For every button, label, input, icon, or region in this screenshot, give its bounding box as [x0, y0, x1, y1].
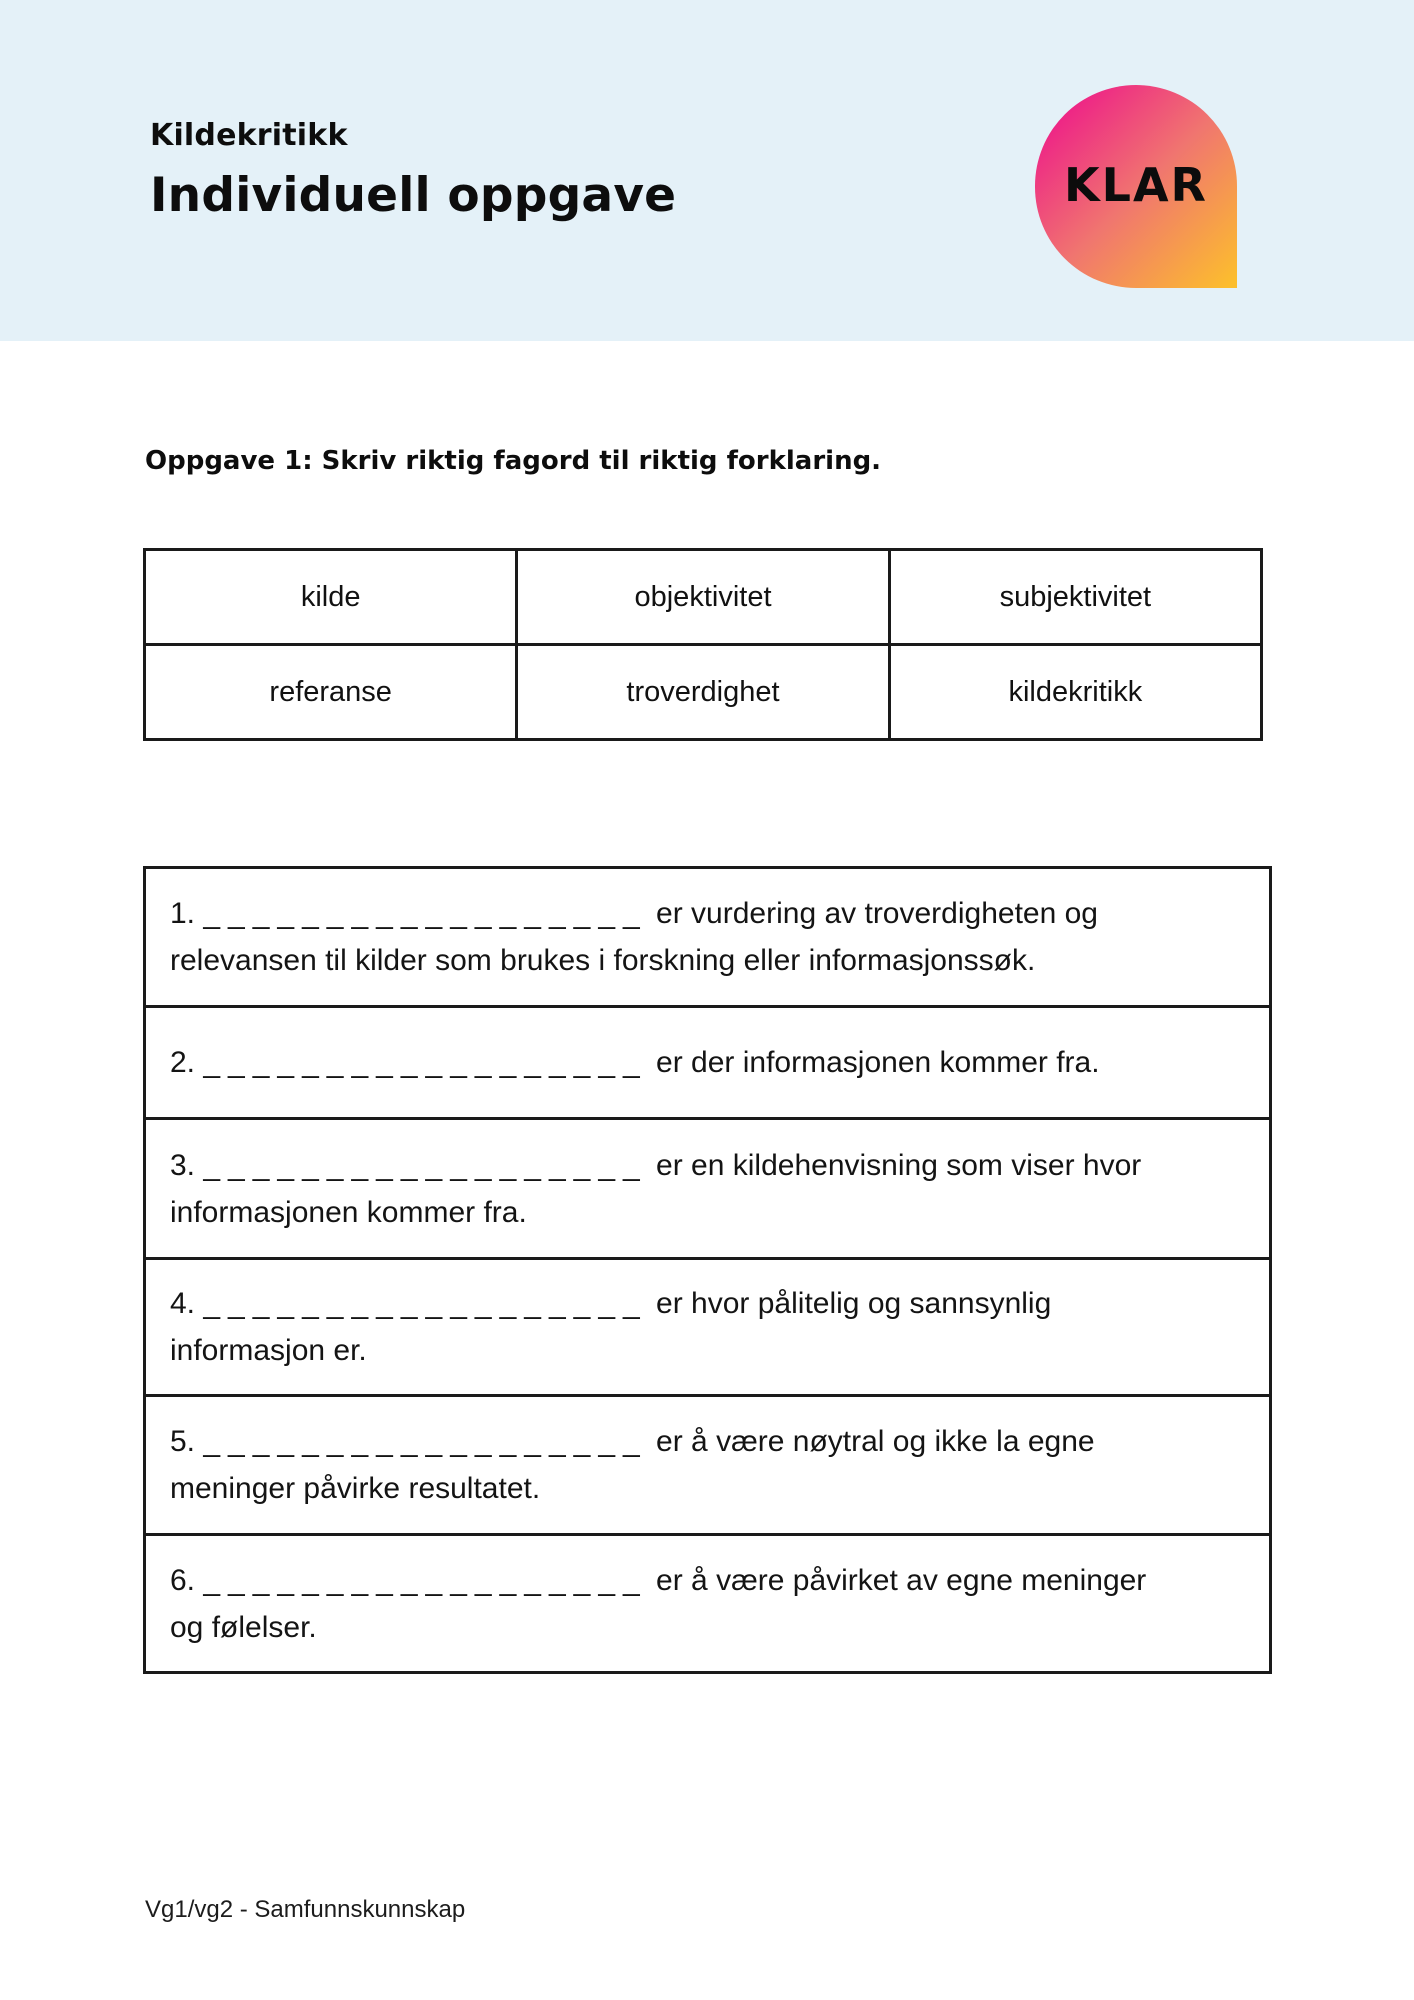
answer-blank: __________________ — [203, 1046, 648, 1079]
header-band — [0, 0, 1414, 341]
page-title: Individuell oppgave — [150, 168, 677, 223]
task-heading: Oppgave 1: Skriv riktig fagord til riktig forklaring. — [145, 446, 882, 476]
word-bank-cell: objektivitet — [517, 550, 889, 645]
question-definition: er å være nøytral og ikke la egne meninger påvirke resultatet. — [170, 1425, 1095, 1505]
header-titles — [150, 118, 676, 223]
word-bank-cell: kilde — [145, 550, 517, 645]
question-number: 5. — [170, 1425, 196, 1458]
questions-box — [143, 866, 1272, 1674]
answer-blank: __________________ — [203, 1425, 648, 1458]
answer-blank: __________________ — [203, 1148, 648, 1182]
question-text — [170, 1280, 1185, 1374]
question-row — [146, 1394, 1269, 1533]
word-bank-cell: kildekritikk — [889, 645, 1261, 740]
klar-logo — [1035, 85, 1237, 288]
answer-blank: __________________ — [203, 897, 648, 930]
question-row — [146, 1005, 1269, 1117]
answer-blank: __________________ — [203, 1287, 648, 1320]
question-text — [170, 1039, 1100, 1086]
question-text — [170, 1142, 1185, 1236]
question-text — [170, 1418, 1185, 1512]
word-bank-row — [145, 645, 1262, 740]
question-definition: er hvor pålitelig og sannsynlig informasjon er. — [170, 1287, 1052, 1367]
question-definition: er der informasjonen kommer fra. — [656, 1046, 1100, 1079]
question-definition: er å være påvirket av egne meninger og følelser. — [170, 1563, 1147, 1644]
question-text — [170, 890, 1185, 984]
word-bank-cell: subjektivitet — [889, 550, 1261, 645]
question-text — [170, 1557, 1185, 1651]
word-bank-table — [143, 548, 1263, 741]
question-row — [146, 1117, 1269, 1257]
question-definition: er en kildehenvisning som viser hvor informasjonen kommer fra. — [170, 1148, 1142, 1229]
answer-blank: __________________ — [203, 1563, 648, 1597]
question-row — [146, 1257, 1269, 1394]
question-number: 4. — [170, 1287, 196, 1320]
question-number: 6. — [170, 1563, 196, 1597]
footer-course-label: Vg1/vg2 - Samfunnskunnskap — [145, 1896, 466, 1923]
category-label: Kildekritikk — [150, 118, 348, 153]
word-bank-cell: troverdighet — [517, 645, 889, 740]
question-row — [146, 869, 1269, 1005]
question-number: 2. — [170, 1046, 196, 1079]
klar-logo-text: KLAR — [1064, 157, 1208, 212]
question-number: 1. — [170, 897, 196, 930]
word-bank-row — [145, 550, 1262, 645]
word-bank-cell: referanse — [145, 645, 517, 740]
question-row — [146, 1533, 1269, 1671]
question-definition: er vurdering av troverdigheten og relevansen til kilder som brukes i forskning eller informasjonssøk. — [170, 897, 1098, 977]
question-number: 3. — [170, 1148, 196, 1182]
